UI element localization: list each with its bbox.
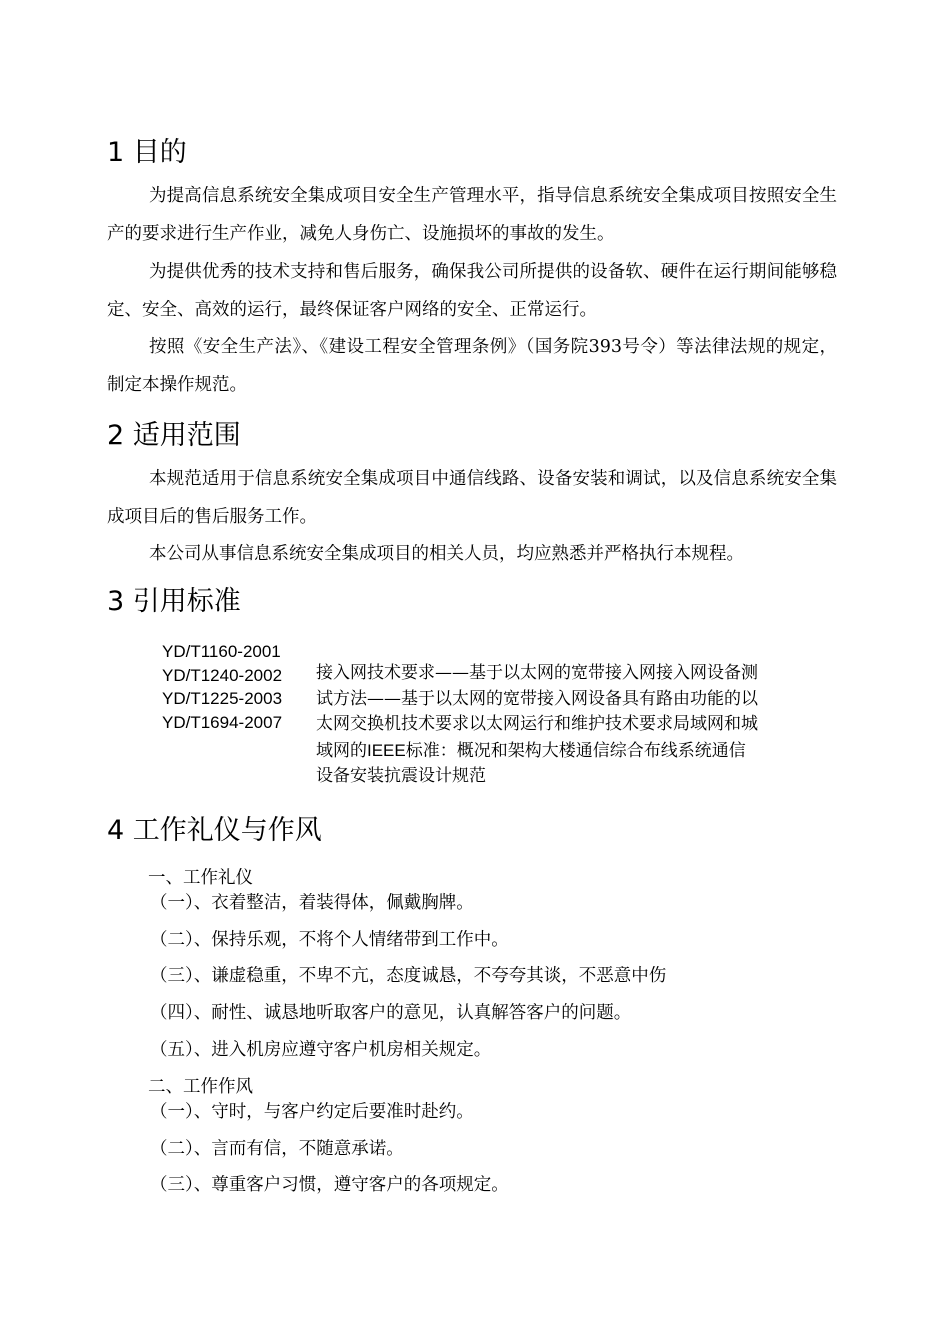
section-2-paragraph-2: 本公司从事信息系统安全集成项目的相关人员，均应熟悉并严格执行本规程。 (149, 544, 744, 564)
list-item: （二）、言而有信，不随意承诺。 (150, 1139, 404, 1159)
standard-descriptions (316, 661, 761, 790)
list-item: （三）、谦虚稳重，不卑不亢，态度诚恳，不夸夸其谈，不恶意中伤 (150, 966, 667, 986)
section-2-heading: 2 适用范围 (107, 420, 241, 451)
standard-desc-text-1: 接入网技术要求——基于以太网的宽带接入网接入网设备测试方法——基于以太网的宽带接入网设备具有路由功能的以太网交换机技术要求以太网运行和维护技术要求局域网和城域网的 (316, 663, 758, 761)
subsection-work-style-title: 二、工作作风 (148, 1077, 253, 1097)
standard-desc-text-2: 标准：概况和架构大楼通信综合布线系统通信设备安装抗震设计规范 (316, 740, 746, 786)
standard-code: YD/T1240-2002 (162, 665, 283, 685)
list-item: （一）、衣着整洁，着装得体，佩戴胸牌。 (150, 893, 474, 913)
section-1-paragraph-1: 为提高信息系统安全集成项目安全生产管理水平，指导信息系统安全集成项目按照安全生产的要求进行生产作业，减免人身伤亡、设施损坏的事故的发生。 (107, 186, 837, 244)
list-item: （四）、耐性、诚恳地听取客户的意见，认真解答客户的问题。 (150, 1003, 632, 1023)
standard-code: YD/T1694-2007 (162, 712, 283, 732)
list-item: （二）、保持乐观，不将个人情绪带到工作中。 (150, 930, 509, 950)
standard-codes-column (162, 640, 302, 808)
section-3-heading: 3 引用标准 (107, 586, 241, 617)
section-4-heading: 4 工作礼仪与作风 (107, 815, 322, 846)
list-item: （五）、进入机房应遵守客户机房相关规定。 (150, 1040, 492, 1060)
section-1-paragraph-2: 为提供优秀的技术支持和售后服务，确保我公司所提供的设备软、硬件在运行期间能够稳定、安全、高效的运行，最终保证客户网络的安全、正常运行。 (107, 262, 837, 320)
list-item: （一）、守时，与客户约定后要准时赴约。 (150, 1102, 474, 1122)
section-1-paragraph-3: 按照《安全生产法》、《建设工程安全管理条例》（国务院393号令）等法律法规的规定，制定本操作规范。 (107, 337, 837, 395)
standard-code: YD/T1160-2001 (162, 642, 281, 661)
standard-code: YD/T1225-2003 (162, 689, 283, 708)
section-1-heading: 1 目的 (107, 137, 187, 168)
list-item: （三）、尊重客户习惯，遵守客户的各项规定。 (150, 1175, 509, 1195)
section-2-paragraph-1: 本规范适用于信息系统安全集成项目中通信线路、设备安装和调试，以及信息系统安全集成项目后的售后服务工作。 (107, 469, 837, 527)
subsection-work-etiquette-title: 一、工作礼仪 (148, 868, 253, 888)
standard-desc-ieee: IEEE (367, 740, 406, 760)
